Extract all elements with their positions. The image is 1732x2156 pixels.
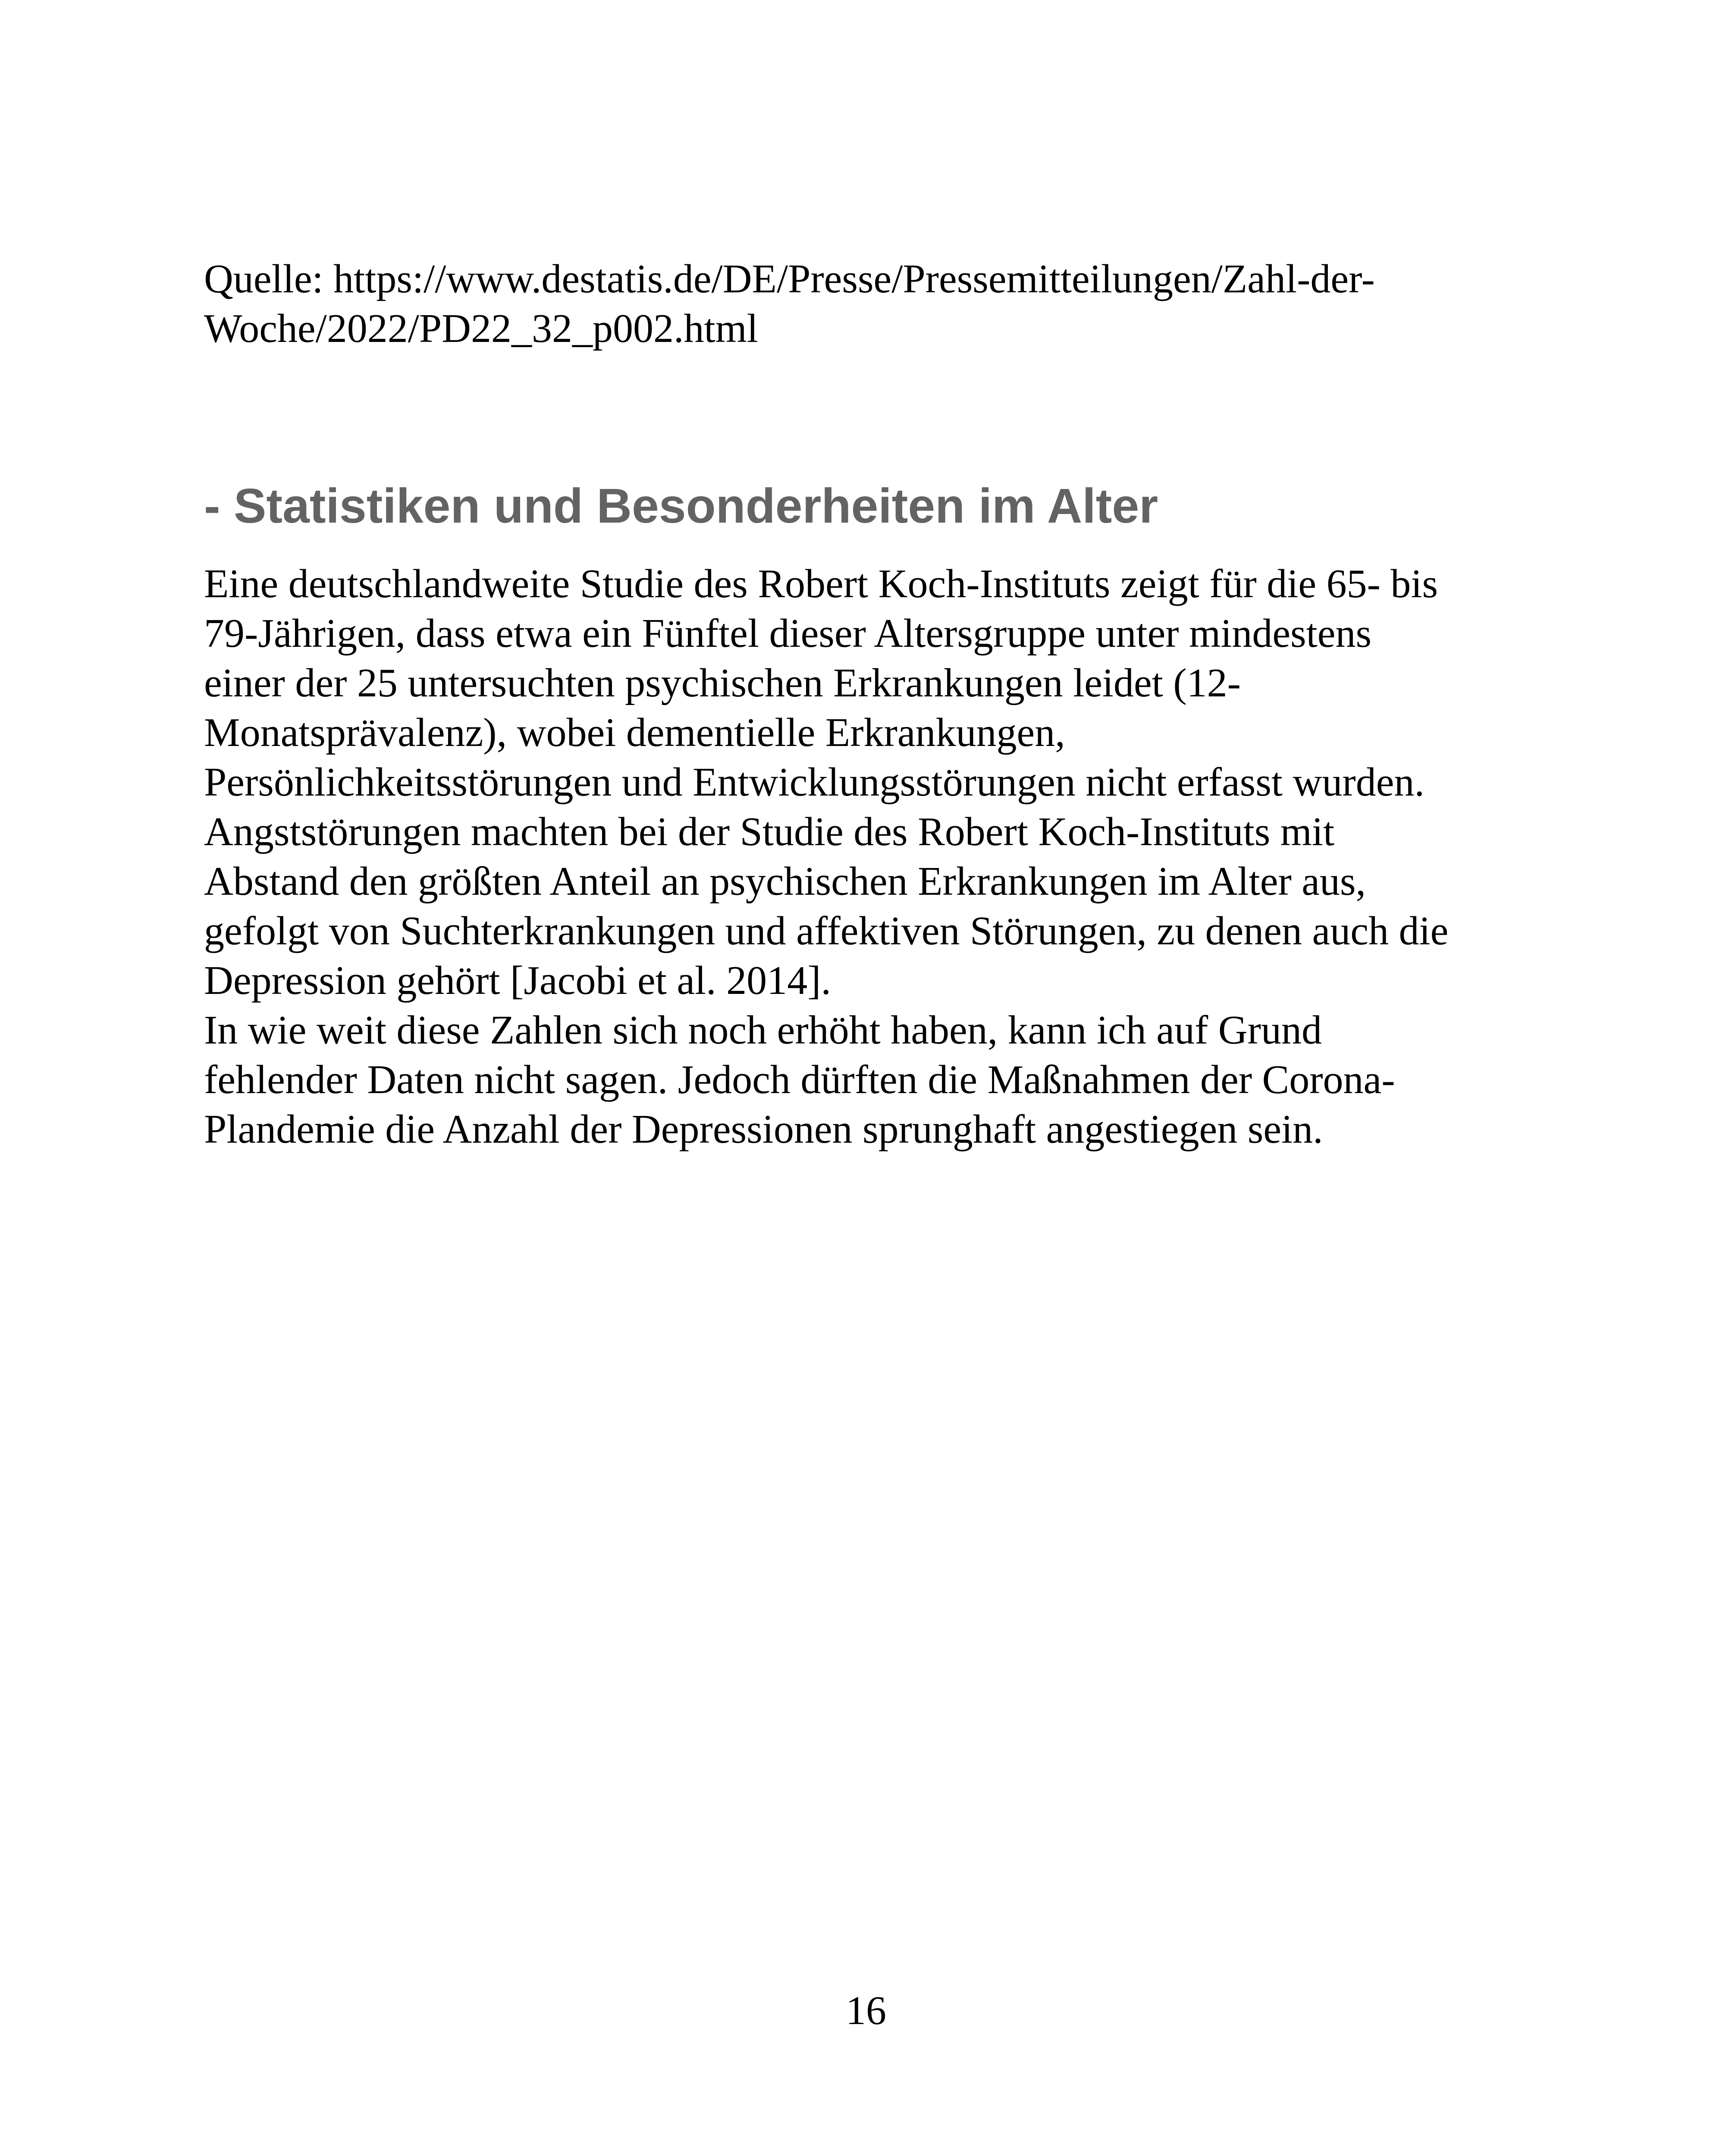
paragraph-line: Plandemie die Anzahl der Depressionen sprunghaft angestiegen sein. — [204, 1107, 1323, 1152]
section-heading: - Statistiken und Besonderheiten im Alter — [204, 479, 1158, 533]
paragraph-line: Eine deutschlandweite Studie des Robert Koch-Instituts zeigt für die 65- bis — [204, 561, 1438, 606]
page-number: 16 — [846, 1988, 886, 2033]
paragraph-line: Depression gehört [Jacobi et al. 2014]. — [204, 958, 831, 1003]
paragraph-line: Abstand den größten Anteil an psychischen Erkrankungen im Alter aus, — [204, 859, 1366, 904]
paragraph-line: fehlender Daten nicht sagen. Jedoch dürften die Maßnahmen der Corona- — [204, 1057, 1395, 1102]
section-paragraph — [204, 559, 1448, 1154]
paragraph-line: Monatsprävalenz), wobei dementielle Erkrankungen, — [204, 710, 1065, 755]
source-line-2: Woche/2022/PD22_32_p002.html — [204, 306, 758, 351]
source-line-1: Quelle: https://www.destatis.de/DE/Presse/Pressemitteilungen/Zahl-der- — [204, 257, 1375, 301]
paragraph-line: Persönlichkeitsstörungen und Entwicklungsstörungen nicht erfasst wurden. — [204, 760, 1425, 805]
paragraph-line: einer der 25 untersuchten psychischen Erkrankungen leidet (12- — [204, 661, 1241, 705]
paragraph-line: In wie weit diese Zahlen sich noch erhöht haben, kann ich auf Grund — [204, 1008, 1322, 1053]
paragraph-line: 79-Jährigen, dass etwa ein Fünftel dieser Altersgruppe unter mindestens — [204, 611, 1372, 656]
paragraph-line: gefolgt von Suchterkrankungen und affektiven Störungen, zu denen auch die — [204, 909, 1449, 953]
source-citation — [204, 254, 1375, 354]
paragraph-line: Angststörungen machten bei der Studie des Robert Koch-Instituts mit — [204, 809, 1335, 854]
